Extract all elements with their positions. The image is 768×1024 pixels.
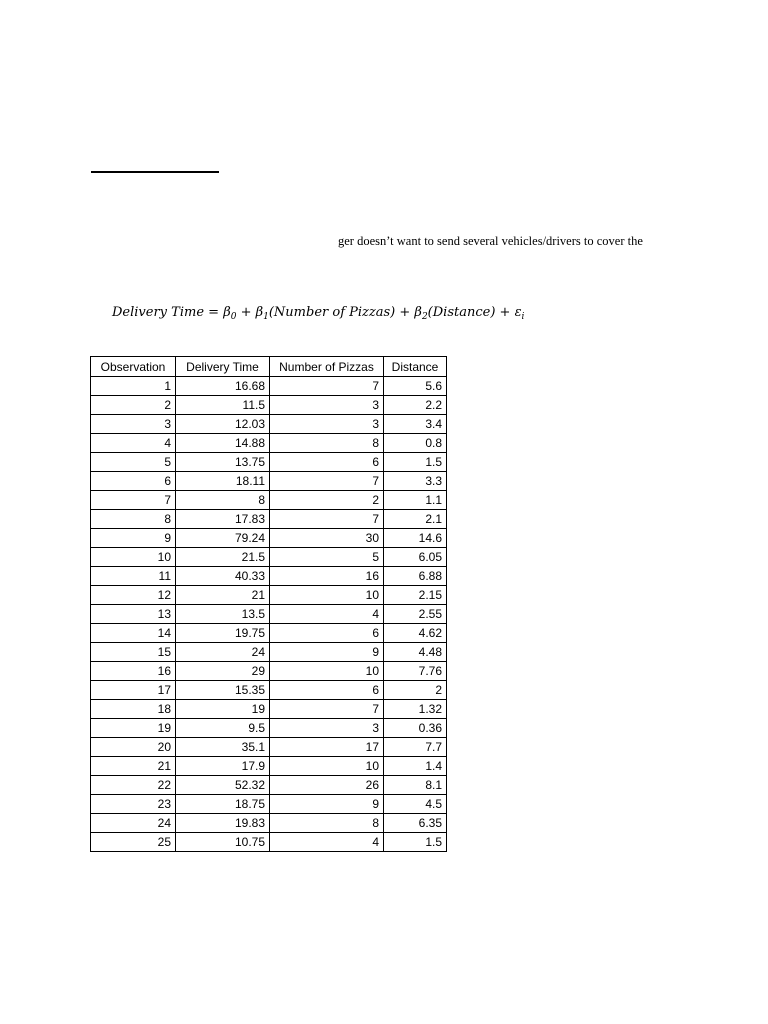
delivery-time-cell: 17.83 — [176, 510, 270, 529]
table-row — [91, 434, 447, 453]
number-of-pizzas-cell: 8 — [270, 814, 384, 833]
delivery-time-cell: 19 — [176, 700, 270, 719]
header-distance: Distance — [384, 357, 447, 377]
observation-cell: 8 — [91, 510, 176, 529]
equation-equals: = — [204, 305, 224, 320]
number-of-pizzas-cell: 5 — [270, 548, 384, 567]
equation-beta0-subscript: 0 — [230, 312, 237, 322]
distance-cell: 4.5 — [384, 795, 447, 814]
delivery-time-cell: 17.9 — [176, 757, 270, 776]
table-row — [91, 396, 447, 415]
delivery-time-cell: 13.75 — [176, 453, 270, 472]
table-row — [91, 814, 447, 833]
observation-cell: 2 — [91, 396, 176, 415]
observation-cell: 7 — [91, 491, 176, 510]
equation-term-pizzas: (Number of Pizzas) — [268, 305, 396, 320]
distance-cell: 8.1 — [384, 776, 447, 795]
observation-cell: 11 — [91, 567, 176, 586]
observation-cell: 4 — [91, 434, 176, 453]
distance-cell: 1.32 — [384, 700, 447, 719]
distance-cell: 6.88 — [384, 567, 447, 586]
delivery-time-cell: 52.32 — [176, 776, 270, 795]
equation-beta2: β — [414, 305, 422, 320]
observation-cell: 10 — [91, 548, 176, 567]
observation-cell: 18 — [91, 700, 176, 719]
distance-cell: 6.05 — [384, 548, 447, 567]
equation-epsilon-subscript: i — [521, 312, 525, 322]
equation-lhs: Delivery Time — [112, 305, 205, 320]
observation-cell: 24 — [91, 814, 176, 833]
distance-cell: 7.76 — [384, 662, 447, 681]
observation-cell: 9 — [91, 529, 176, 548]
equation-plus-3: + — [495, 305, 515, 320]
observation-cell: 12 — [91, 586, 176, 605]
equation-plus-1: + — [236, 305, 256, 320]
distance-cell: 3.4 — [384, 415, 447, 434]
body-text-fragment: ger doesn’t want to send several vehicles/drivers to cover the — [338, 234, 643, 248]
delivery-time-cell: 8 — [176, 491, 270, 510]
number-of-pizzas-cell: 9 — [270, 643, 384, 662]
observation-cell: 25 — [91, 833, 176, 852]
number-of-pizzas-cell: 4 — [270, 605, 384, 624]
observation-cell: 22 — [91, 776, 176, 795]
observation-cell: 17 — [91, 681, 176, 700]
number-of-pizzas-cell: 7 — [270, 510, 384, 529]
number-of-pizzas-cell: 10 — [270, 757, 384, 776]
number-of-pizzas-cell: 6 — [270, 624, 384, 643]
distance-cell: 4.62 — [384, 624, 447, 643]
delivery-data-table — [90, 356, 447, 852]
number-of-pizzas-cell: 10 — [270, 662, 384, 681]
table-row — [91, 510, 447, 529]
delivery-time-cell: 19.83 — [176, 814, 270, 833]
number-of-pizzas-cell: 6 — [270, 681, 384, 700]
delivery-time-cell: 15.35 — [176, 681, 270, 700]
observation-cell: 20 — [91, 738, 176, 757]
equation-beta1-subscript: 1 — [263, 312, 269, 322]
observation-cell: 5 — [91, 453, 176, 472]
table-row — [91, 700, 447, 719]
distance-cell: 0.8 — [384, 434, 447, 453]
delivery-time-cell: 79.24 — [176, 529, 270, 548]
delivery-time-cell: 21 — [176, 586, 270, 605]
number-of-pizzas-cell: 3 — [270, 415, 384, 434]
number-of-pizzas-cell: 26 — [270, 776, 384, 795]
number-of-pizzas-cell: 6 — [270, 453, 384, 472]
table-row — [91, 776, 447, 795]
delivery-time-cell: 13.5 — [176, 605, 270, 624]
equation-beta0: β — [223, 305, 231, 320]
table-row — [91, 643, 447, 662]
distance-cell: 1.1 — [384, 491, 447, 510]
delivery-time-cell: 35.1 — [176, 738, 270, 757]
table-row — [91, 415, 447, 434]
equation-term-distance: (Distance) — [427, 305, 496, 320]
distance-cell: 1.4 — [384, 757, 447, 776]
distance-cell: 14.6 — [384, 529, 447, 548]
number-of-pizzas-cell: 7 — [270, 472, 384, 491]
delivery-time-cell: 10.75 — [176, 833, 270, 852]
header-delivery-time: Delivery Time — [176, 357, 270, 377]
table-row — [91, 377, 447, 396]
observation-cell: 14 — [91, 624, 176, 643]
table-row — [91, 833, 447, 852]
observation-cell: 21 — [91, 757, 176, 776]
observation-cell: 15 — [91, 643, 176, 662]
equation-beta1: β — [255, 305, 264, 320]
number-of-pizzas-cell: 9 — [270, 795, 384, 814]
number-of-pizzas-cell: 17 — [270, 738, 384, 757]
number-of-pizzas-cell: 4 — [270, 833, 384, 852]
table-row — [91, 491, 447, 510]
observation-cell: 1 — [91, 377, 176, 396]
regression-equation — [112, 305, 524, 320]
observation-cell: 19 — [91, 719, 176, 738]
distance-cell: 6.35 — [384, 814, 447, 833]
distance-cell: 2.15 — [384, 586, 447, 605]
observation-cell: 23 — [91, 795, 176, 814]
number-of-pizzas-cell: 8 — [270, 434, 384, 453]
table-row — [91, 738, 447, 757]
number-of-pizzas-cell: 2 — [270, 491, 384, 510]
number-of-pizzas-cell: 7 — [270, 700, 384, 719]
observation-cell: 6 — [91, 472, 176, 491]
delivery-time-cell: 11.5 — [176, 396, 270, 415]
observation-cell: 13 — [91, 605, 176, 624]
table-row — [91, 453, 447, 472]
distance-cell: 1.5 — [384, 833, 447, 852]
table-row — [91, 624, 447, 643]
distance-cell: 1.5 — [384, 453, 447, 472]
number-of-pizzas-cell: 16 — [270, 567, 384, 586]
observation-cell: 16 — [91, 662, 176, 681]
number-of-pizzas-cell: 3 — [270, 719, 384, 738]
delivery-time-cell: 18.11 — [176, 472, 270, 491]
delivery-time-cell: 29 — [176, 662, 270, 681]
header-observation: Observation — [91, 357, 176, 377]
table-row — [91, 795, 447, 814]
distance-cell: 0.36 — [384, 719, 447, 738]
table-row — [91, 472, 447, 491]
distance-cell: 5.6 — [384, 377, 447, 396]
table-row — [91, 757, 447, 776]
table-row — [91, 529, 447, 548]
table-row — [91, 605, 447, 624]
distance-cell: 2 — [384, 681, 447, 700]
table-body — [91, 377, 447, 852]
table-row — [91, 567, 447, 586]
table-row — [91, 719, 447, 738]
table-row — [91, 586, 447, 605]
equation-beta2-subscript: 2 — [421, 312, 428, 322]
number-of-pizzas-cell: 10 — [270, 586, 384, 605]
distance-cell: 2.55 — [384, 605, 447, 624]
equation-epsilon: ε — [514, 305, 522, 320]
table-header-row — [91, 357, 447, 377]
distance-cell: 3.3 — [384, 472, 447, 491]
delivery-time-cell: 19.75 — [176, 624, 270, 643]
table-row — [91, 548, 447, 567]
header-number-of-pizzas: Number of Pizzas — [270, 357, 384, 377]
distance-cell: 2.2 — [384, 396, 447, 415]
table-row — [91, 662, 447, 681]
number-of-pizzas-cell: 3 — [270, 396, 384, 415]
distance-cell: 7.7 — [384, 738, 447, 757]
observation-cell: 3 — [91, 415, 176, 434]
delivery-time-cell: 16.68 — [176, 377, 270, 396]
horizontal-rule — [91, 171, 219, 173]
delivery-time-cell: 40.33 — [176, 567, 270, 586]
equation-plus-2: + — [395, 305, 415, 320]
delivery-time-cell: 12.03 — [176, 415, 270, 434]
number-of-pizzas-cell: 7 — [270, 377, 384, 396]
distance-cell: 4.48 — [384, 643, 447, 662]
delivery-time-cell: 21.5 — [176, 548, 270, 567]
delivery-time-cell: 9.5 — [176, 719, 270, 738]
number-of-pizzas-cell: 30 — [270, 529, 384, 548]
delivery-time-cell: 14.88 — [176, 434, 270, 453]
delivery-time-cell: 18.75 — [176, 795, 270, 814]
table-row — [91, 681, 447, 700]
delivery-time-cell: 24 — [176, 643, 270, 662]
distance-cell: 2.1 — [384, 510, 447, 529]
